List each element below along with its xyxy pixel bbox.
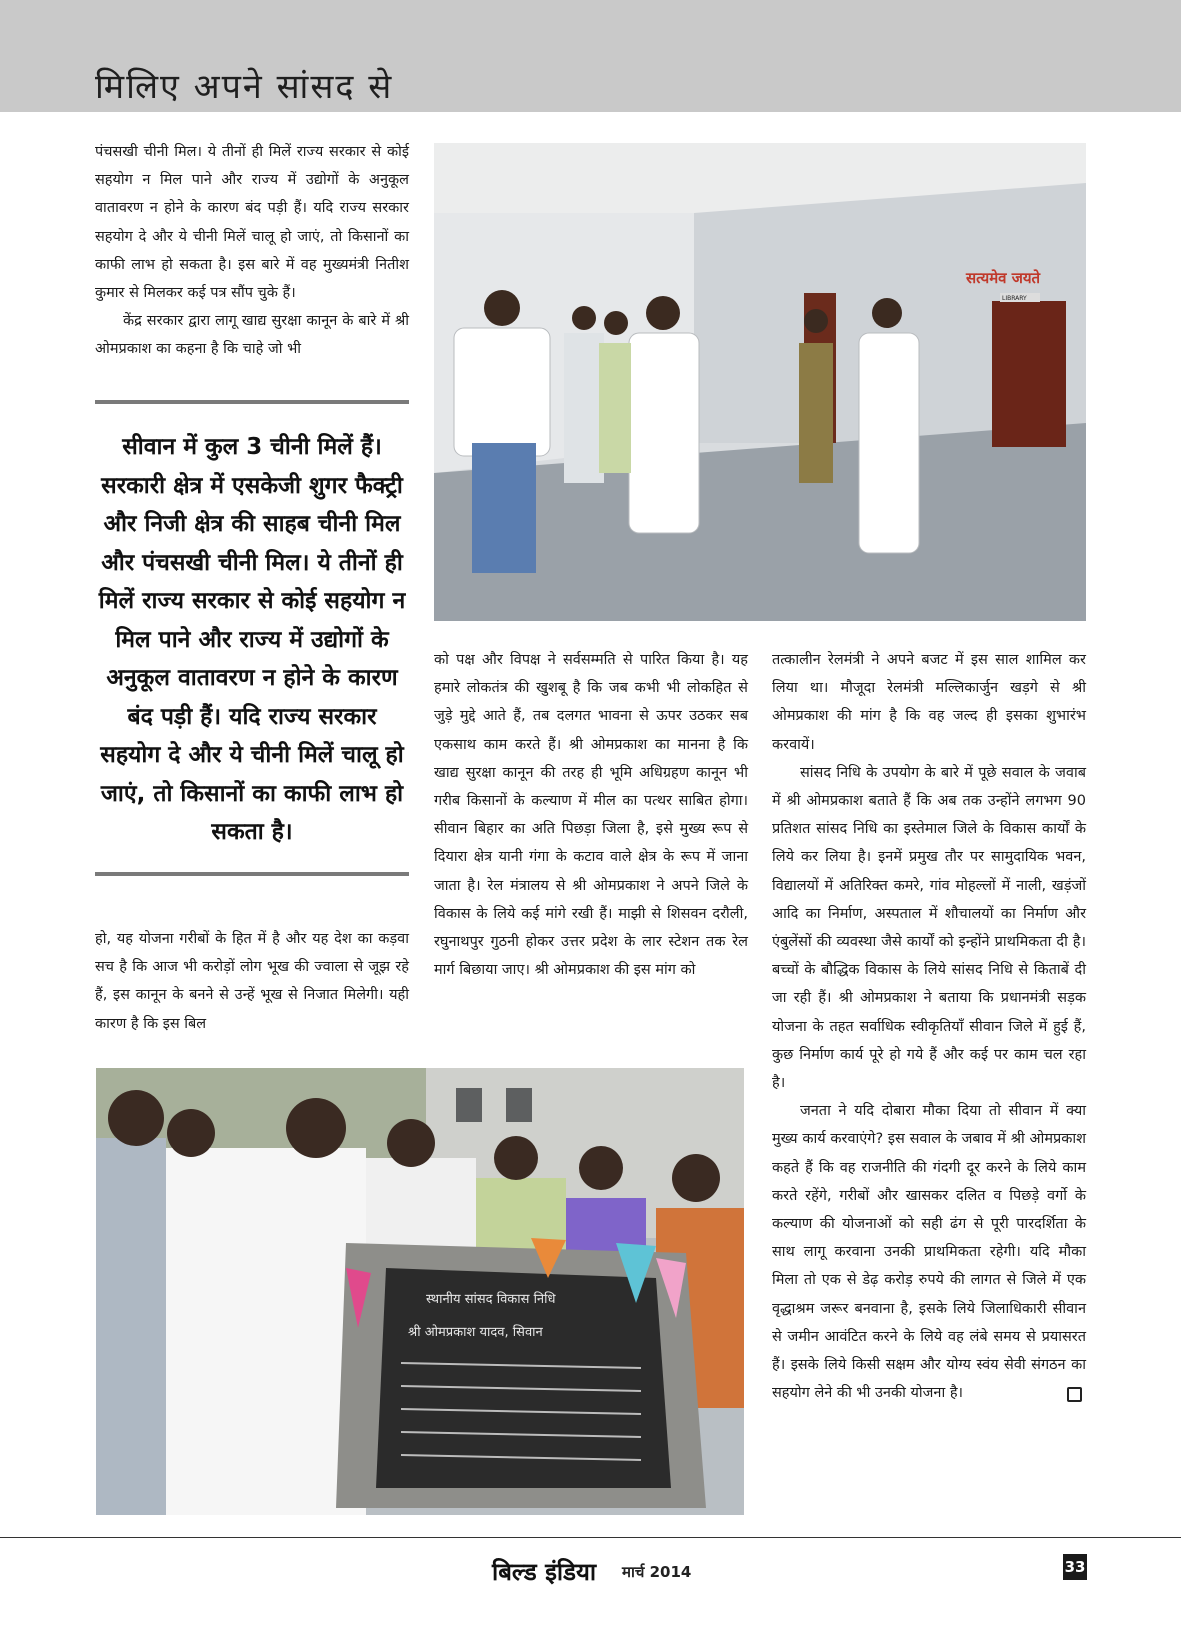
article-column-right: [772, 646, 1086, 1407]
pull-quote-rule-top: [95, 400, 409, 404]
paragraph: सांसद निधि के उपयोग के बारे में पूछे सवाल के जवाब में श्री ओमप्रकाश बताते हैं कि अब तक उन्होंने लगभग 90 प्रतिशत सांसद निधि का इस्तेमाल जिले के विकास कार्यों के लिये कर लिया है। इनमें प्रमुख तौर पर सामुदायिक भवन, विद्यालयों में अतिरिक्त कमरे, गांव मोहल्लों में नाली, खड़ंजों आदि का निर्माण, अस्पताल में शौचालयों का निर्माण और एंबुलेंसों की व्यवस्था जैसे कार्यों को इन्होंने प्राथमिकता दी है। बच्चों के बौद्धिक विकास के लिये सांसद निधि से किताबें दी जा रही हैं। श्री ओमप्रकाश ने बताया कि प्रधानमंत्री सड़क योजना के तहत सर्वाधिक स्वीकृतियाँ सीवान जिले में हुई हैं, कुछ निर्माण कार्य पूरे हो गये हैं और कई पर काम चल रहा है।: [772, 764, 1086, 1092]
paragraph: पंचसखी चीनी मिल। ये तीनों ही मिलें राज्य सरकार से कोई सहयोग न मिल पाने और राज्य में उद्योगों के अनुकूल वातावरण न होने के कारण बंद पड़ी हैं। यदि राज्य सरकार सहयोग दे और ये चीनी मिलें चालू हो जाएं, तो किसानों का काफी लाभ हो सकता है। इस बारे में वह मुख्यमंत्री नितीश कुमार से मिलकर कई पत्र सौंप चुके हैं।: [95, 144, 409, 302]
article-column-left-bottom: [95, 925, 409, 1038]
pull-quote-rule-bottom: [95, 872, 409, 876]
door-plaque-text: LIBRARY: [1002, 295, 1027, 302]
paragraph: तत्कालीन रेलमंत्री ने अपने बजट में इस साल शामिल कर लिया था। मौजूदा रेलमंत्री मल्लिकार्जुन खड़गे से श्री ओमप्रकाश की मांग है कि वह जल्द ही इसका शुभारंभ करवायें।: [772, 652, 1086, 753]
paragraph: हो, यह योजना गरीबों के हित में है और यह देश का कड़वा सच है कि आज भी करोड़ों लोग भूख की ज्वाला से जूझ रहे हैं, इस कानून के बनने से उन्हें भूख से निजात मिलेगी। यही कारण है कि इस बिल: [95, 931, 409, 1032]
paragraph: [772, 1097, 1086, 1407]
article-column-middle: [434, 646, 748, 984]
photo-plaque-inauguration: [96, 1068, 744, 1515]
plaque-heading-text: स्थानीय सांसद विकास निधि: [426, 1292, 556, 1307]
article-column-left-top: [95, 138, 409, 364]
magazine-brand: बिल्ड इंडिया: [492, 1558, 597, 1586]
paragraph: को पक्ष और विपक्ष ने सर्वसम्मति से पारित किया है। यह हमारे लोकतंत्र की खुशबू है कि जब कभी भी लोकहित से जुड़े मुद्दे आते हैं, तब दलगत भावना से ऊपर उठकर सब एकसाथ काम करते हैं। श्री ओमप्रकाश का मानना है कि खाद्य सुरक्षा कानून की तरह ही भूमि अधिग्रहण कानून भी गरीब किसानों के कल्याण में मील का पत्थर साबित होगा। सीवान बिहार का अति पिछड़ा जिला है, इसे मुख्य रूप से दियारा क्षेत्र यानी गंगा के कटाव वाले क्षेत्र के रूप में जाना जाता है। रेल मंत्रालय से श्री ओमप्रकाश ने अपने जिले के विकास के लिये कई मांगे रखी हैं। माझी से शिसवन दरौली, रघुनाथपुर गुठनी होकर उत्तर प्रदेश के लार स्टेशन तक रेल मार्ग बिछाया जाए। श्री ओमप्रकाश की इस मांग को: [434, 652, 748, 979]
footer-rule: [0, 1537, 1181, 1538]
wall-motto-text: सत्यमेव जयते: [966, 269, 1041, 287]
section-title: मिलिए अपने सांसद से: [95, 67, 394, 107]
paragraph: केंद्र सरकार द्वारा लागू खाद्य सुरक्षा कानून के बारे में श्री ओमप्रकाश का कहना है कि चाहे जो भी: [95, 313, 409, 358]
pull-quote: सीवान में कुल 3 चीनी मिलें हैं। सरकारी क्षेत्र में एसकेजी शुगर फैक्ट्री और निजी क्षेत्र की साहब चीनी मिल और पंचसखी चीनी मिल। ये तीनों ही मिलें राज्य सरकार से कोई सहयोग न मिल पाने और राज्य में उद्योगों के अनुकूल वातावरण न होने के कारण बंद पड़ी हैं। यदि राज्य सरकार सहयोग दे और ये चीनी मिलें चालू हो जाएं, तो किसानों का काफी लाभ हो सकता है।: [98, 434, 406, 845]
end-of-article-icon: [1067, 1387, 1082, 1402]
plaque-name-text: श्री ओमप्रकाश यादव, सिवान: [408, 1325, 543, 1340]
paragraph-text: जनता ने यदि दोबारा मौका दिया तो सीवान में क्या मुख्य कार्य करवाएंगे? इस सवाल के जबाव में श्री ओमप्रकाश कहते हैं कि वह राजनीति की गंदगी दूर करने के लिये काम करते रहेंगे, गरीबों और खासकर दलित व पिछड़े वर्गो के कल्याण की योजनाओं को सही ढंग से पूरी पारदर्शिता के साथ लागू करवाना उनकी प्राथमिकता रहेगी। यदि मौका मिला तो एक से डेढ़ करोड़ रुपये की लागत से जिले में एक वृद्धाश्रम जरूर बनवाना है, इसके लिये जिलाधिकारी सीवान से जमीन आवंटित करने के लिये वह लंबे समय से प्रयासरत हैं। इसके लिये किसी सक्षम और योग्य स्वंय सेवी संगठन का सहयोग लेने की भी उनकी योजना है।: [772, 1103, 1086, 1402]
page-number: 33: [1063, 1554, 1087, 1580]
photo-building-inspection: [434, 143, 1086, 621]
issue-date: मार्च 2014: [622, 1563, 692, 1581]
